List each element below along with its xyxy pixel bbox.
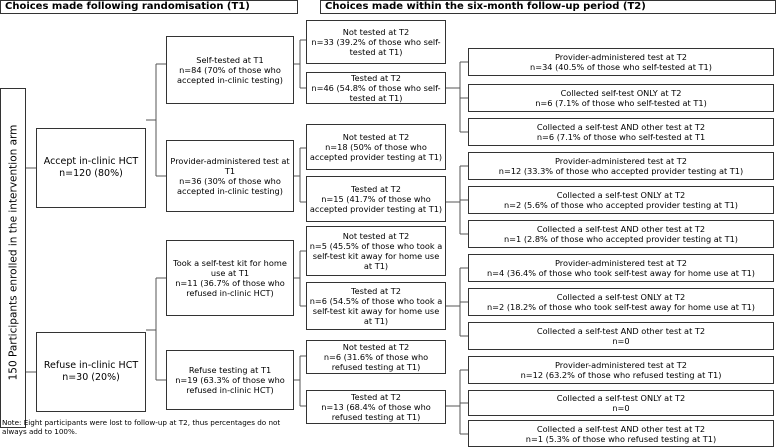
provider-test-t1-title: Provider-administered test at T1 [170, 156, 290, 176]
pt-provider-t2-title: Provider-administered test at T2 [555, 156, 687, 166]
rt-selfonly-t2-title: Collected a self-test ONLY at T2 [556, 393, 686, 403]
rt-both-t2-count: n=1 (5.3% of those who refused testing at T1) [525, 433, 717, 444]
refuse-testing-t1-count: n=19 (63.3% of those who refused in-clinic HCT) [175, 375, 285, 395]
pt-both-t2-box [468, 220, 774, 248]
pt-selfonly-t2-box [468, 186, 774, 214]
rt-provider-t2-count: n=12 (63.2% of those who refused testing at T1) [520, 370, 722, 380]
hk-provider-t2-title: Provider-administered test at T2 [555, 258, 687, 268]
rt-tested-t2-count: n=13 (68.4% of those who refused testing at T1) [321, 402, 431, 422]
st-not-tested-t2-title: Not tested at T2 [342, 27, 410, 37]
hk-both-t2-count: n=0 [612, 336, 630, 346]
accept-hct-box [36, 128, 146, 208]
pt-selfonly-t2-count: n=2 (5.6% of those who accepted provider testing at T1) [503, 200, 738, 210]
rt-tested-t2-box [306, 390, 446, 424]
st-both-t2-title: Collected a self-test AND other test at T2 [536, 122, 706, 132]
hk-selfonly-t2-title: Collected a self-test ONLY at T2 [556, 292, 686, 302]
hk-selfonly-t2-box [468, 288, 774, 316]
st-both-t2-box [468, 118, 774, 146]
hk-both-t2-title: Collected a self-test AND other test at T2 [536, 326, 706, 336]
pt-tested-t2-title: Tested at T2 [351, 184, 401, 194]
pt-not-tested-t2-title: Not tested at T2 [342, 132, 410, 142]
pt-provider-t2-count: n=12 (33.3% of those who accepted provider testing at T1) [498, 166, 744, 176]
hk-provider-t2-box [468, 254, 774, 282]
self-tested-t1-title: Self-tested at T1 [196, 55, 264, 65]
pt-both-t2-title: Collected a self-test AND other test at T2 [536, 224, 706, 234]
rt-not-tested-t2-box [306, 340, 446, 374]
root-participants-label: 150 Participants enrolled in the intervention arm [7, 124, 20, 381]
hk-tested-t2-box [306, 282, 446, 330]
st-provider-t2-box [468, 48, 774, 76]
refuse-hct-count: n=30 (20%) [62, 372, 120, 383]
pt-tested-t2-count: n=15 (41.7% of those who accepted provider testing at T1) [309, 194, 443, 214]
st-not-tested-t2-count: n=33 (39.2% of those who self-tested at T1) [311, 37, 441, 57]
rt-both-t2-title: Collected a self-test AND other test at T2 [536, 423, 706, 434]
rt-tested-t2-title: Tested at T2 [351, 392, 401, 402]
provider-test-t1-box [166, 140, 294, 212]
refuse-testing-t1-title: Refuse testing at T1 [188, 365, 272, 375]
pt-not-tested-t2-count: n=18 (50% of those who accepted provider testing at T1) [309, 142, 443, 162]
rt-provider-t2-title: Provider-administered test at T2 [555, 360, 687, 370]
header-t1: Choices made following randomisation (T1) [0, 0, 298, 14]
home-kit-t1-title: Took a self-test kit for home use at T1 [173, 258, 287, 278]
rt-selfonly-t2-box [468, 390, 774, 416]
refuse-hct-title: Refuse in-clinic HCT [43, 360, 139, 371]
hk-selfonly-t2-count: n=2 (18.2% of those who took self-test away for home use at T1) [486, 302, 756, 312]
self-tested-t1-count: n=84 (70% of those who accepted in-clinic testing) [177, 65, 283, 85]
accept-hct-count: n=120 (80%) [59, 168, 123, 179]
st-tested-t2-title: Tested at T2 [351, 73, 401, 83]
st-both-t2-count: n=6 (7.1% of those who self-tested at T1 [536, 132, 706, 142]
root-participants-box [0, 88, 26, 428]
hk-not-tested-t2-count: n=5 (45.5% of those who took a self-test kit away for home use at T1) [309, 241, 443, 271]
hk-both-t2-box [468, 322, 774, 350]
provider-test-t1-count: n=36 (30% of those who accepted in-clinic testing) [177, 176, 283, 196]
st-selfonly-t2-box [468, 84, 774, 112]
st-tested-t2-box [306, 72, 446, 104]
st-selfonly-t2-count: n=6 (7.1% of those who self-tested at T1) [535, 98, 707, 108]
hk-not-tested-t2-title: Not tested at T2 [342, 231, 410, 241]
pt-both-t2-count: n=1 (2.8% of those who accepted provider testing at T1) [503, 234, 738, 244]
pt-selfonly-t2-title: Collected a self-test ONLY at T2 [556, 190, 686, 200]
home-kit-t1-box [166, 240, 294, 316]
pt-tested-t2-box [306, 176, 446, 222]
st-provider-t2-count: n=34 (40.5% of those who self-tested at T1) [530, 62, 712, 72]
rt-provider-t2-box [468, 356, 774, 384]
rt-not-tested-t2-title: Not tested at T2 [342, 342, 410, 352]
pt-provider-t2-box [468, 152, 774, 180]
hk-not-tested-t2-box [306, 226, 446, 276]
hk-provider-t2-count: n=4 (36.4% of those who took self-test away for home use at T1) [486, 268, 756, 278]
rt-selfonly-t2-count: n=0 [612, 403, 630, 413]
self-tested-t1-box [166, 36, 294, 104]
hk-tested-t2-title: Tested at T2 [351, 286, 401, 296]
hk-tested-t2-count: n=6 (54.5% of those who took a self-test kit away for home use at T1) [309, 296, 443, 326]
refuse-hct-box [36, 332, 146, 412]
rt-both-t2-box [468, 420, 774, 447]
rt-not-tested-t2-count: n=6 (31.6% of those who refused testing at T1) [323, 352, 429, 372]
refuse-testing-t1-box [166, 350, 294, 410]
st-not-tested-t2-box [306, 20, 446, 64]
st-tested-t2-count: n=46 (54.8% of those who self-tested at T1) [311, 83, 441, 103]
accept-hct-title: Accept in-clinic HCT [43, 156, 139, 167]
footnote: Note: Eight participants were lost to follow-up at T2, thus percentages do not always add to 100%. [2, 418, 281, 436]
st-selfonly-t2-title: Collected self-test ONLY at T2 [560, 88, 682, 98]
pt-not-tested-t2-box [306, 124, 446, 170]
header-t2: Choices made within the six-month follow-up period (T2) [320, 0, 776, 14]
home-kit-t1-count: n=11 (36.7% of those who refused in-clinic HCT) [175, 278, 285, 298]
st-provider-t2-title: Provider-administered test at T2 [555, 52, 687, 62]
